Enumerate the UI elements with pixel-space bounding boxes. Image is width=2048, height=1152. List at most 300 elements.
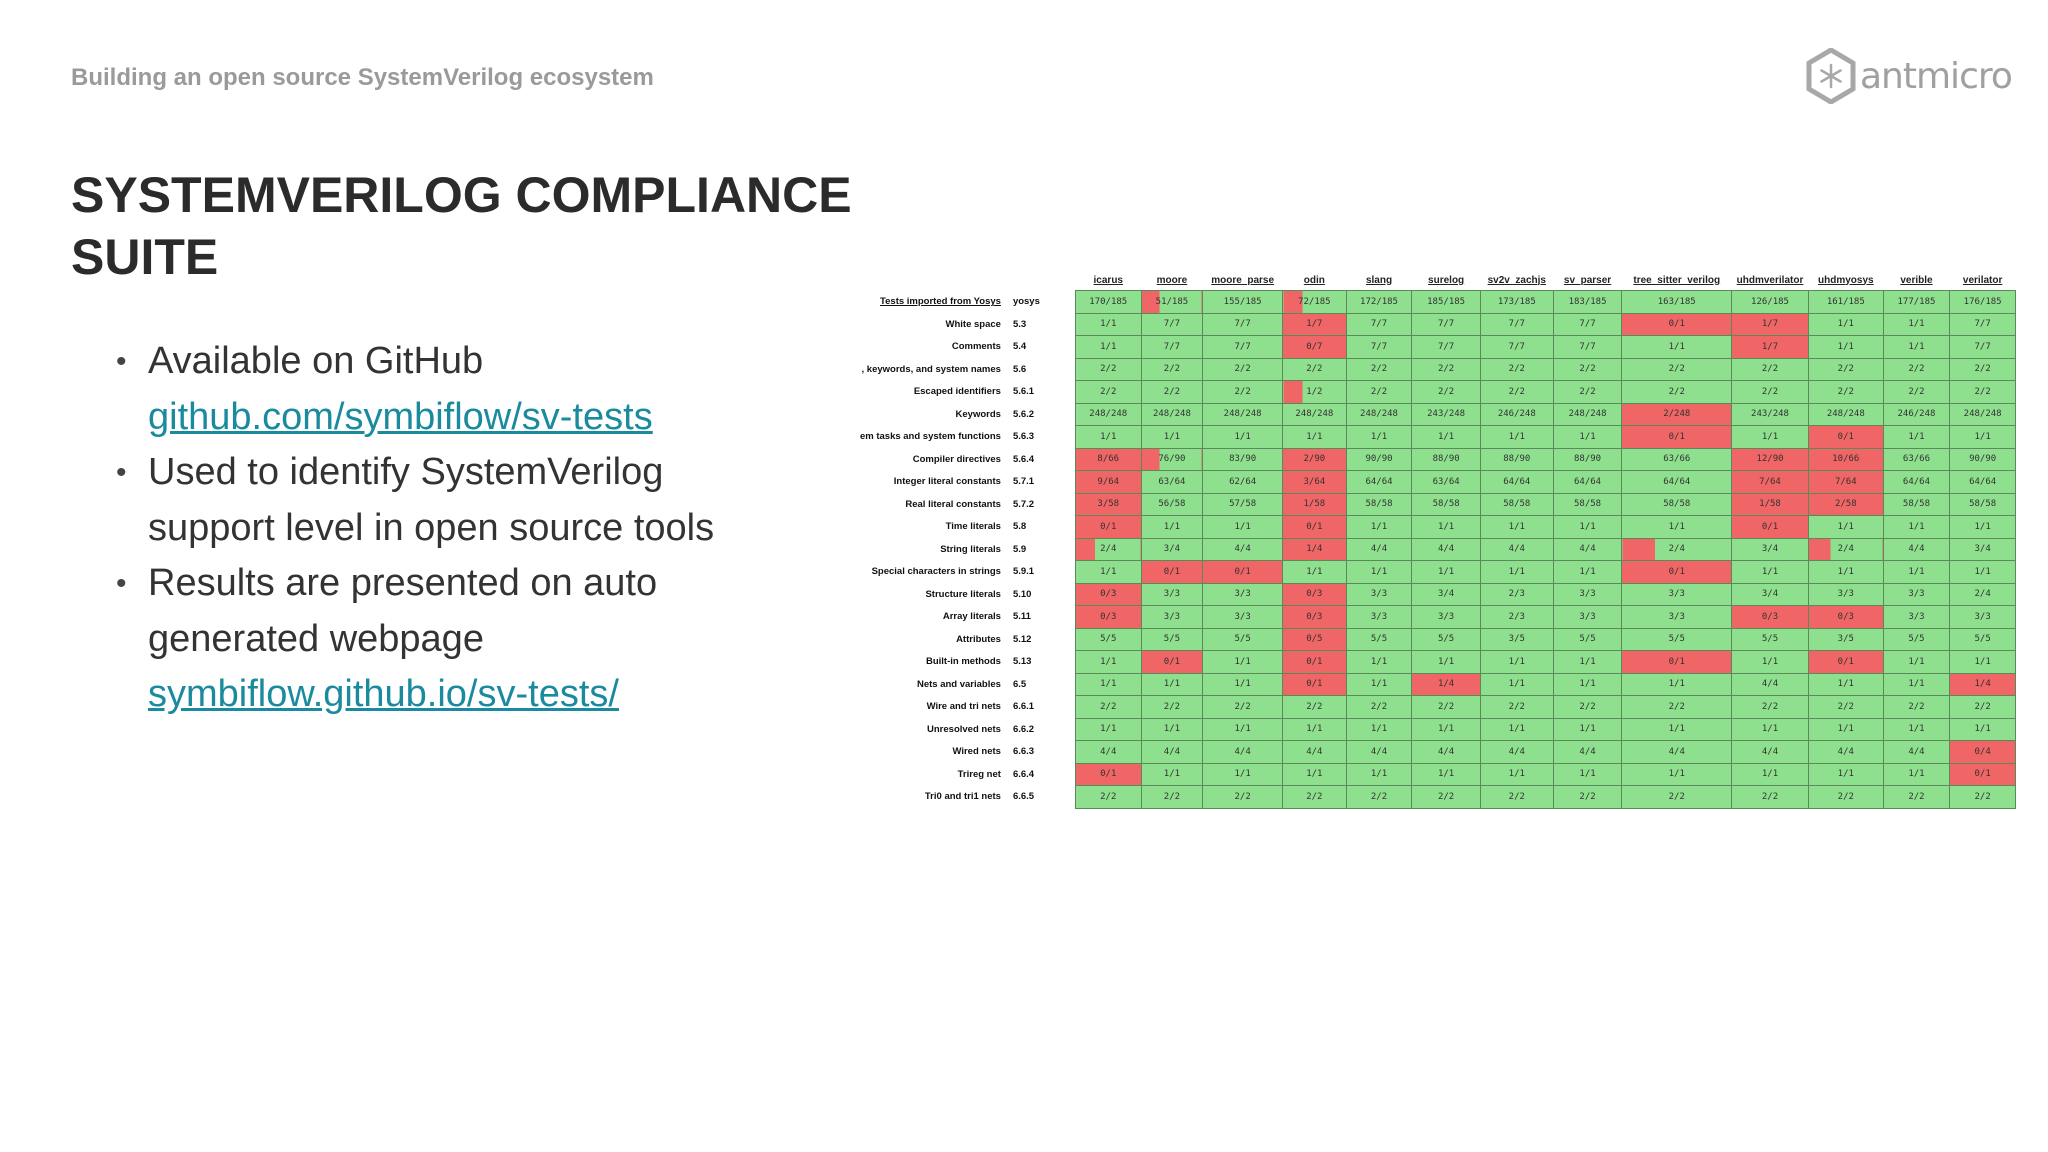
result-cell[interactable]: 2/2 <box>1283 696 1347 719</box>
result-cell[interactable]: 4/4 <box>1346 741 1412 764</box>
result-cell[interactable]: 5/5 <box>1141 628 1203 651</box>
result-cell[interactable]: 2/2 <box>1480 786 1553 809</box>
result-cell[interactable]: 248/248 <box>1553 403 1622 426</box>
result-cell[interactable]: 2/2 <box>1141 358 1203 381</box>
result-cell[interactable]: 88/90 <box>1480 448 1553 471</box>
result-cell[interactable]: 2/2 <box>1950 696 2016 719</box>
result-cell[interactable]: 2/58 <box>1808 493 1883 516</box>
result-cell[interactable]: 1/1 <box>1480 763 1553 786</box>
result-cell[interactable]: 1/1 <box>1075 426 1141 449</box>
result-cell[interactable]: 1/1 <box>1622 516 1732 539</box>
result-cell[interactable]: 248/248 <box>1283 403 1347 426</box>
result-cell[interactable]: 1/1 <box>1203 516 1283 539</box>
result-cell[interactable]: 4/4 <box>1203 538 1283 561</box>
result-cell[interactable]: 0/1 <box>1732 516 1809 539</box>
result-cell[interactable]: 1/1 <box>1808 313 1883 336</box>
result-cell[interactable]: 51/185 <box>1141 291 1203 314</box>
result-cell[interactable]: 2/2 <box>1075 358 1141 381</box>
result-cell[interactable]: 3/3 <box>1553 583 1622 606</box>
result-cell[interactable]: 2/4 <box>1950 583 2016 606</box>
result-cell[interactable]: 3/3 <box>1622 606 1732 629</box>
result-cell[interactable]: 2/2 <box>1808 358 1883 381</box>
result-cell[interactable]: 1/1 <box>1883 763 1950 786</box>
result-cell[interactable]: 7/64 <box>1808 471 1883 494</box>
result-cell[interactable]: 1/1 <box>1075 718 1141 741</box>
result-cell[interactable]: 2/2 <box>1203 786 1283 809</box>
result-cell[interactable]: 63/66 <box>1622 448 1732 471</box>
result-cell[interactable]: 1/1 <box>1883 426 1950 449</box>
result-cell[interactable]: 1/1 <box>1553 561 1622 584</box>
result-cell[interactable]: 1/1 <box>1883 336 1950 359</box>
result-cell[interactable]: 2/2 <box>1412 696 1481 719</box>
result-cell[interactable]: 2/2 <box>1808 786 1883 809</box>
result-cell[interactable]: 72/185 <box>1283 291 1347 314</box>
result-cell[interactable]: 7/7 <box>1203 336 1283 359</box>
result-cell[interactable]: 1/1 <box>1283 763 1347 786</box>
result-cell[interactable]: 4/4 <box>1346 538 1412 561</box>
result-cell[interactable]: 3/4 <box>1732 538 1809 561</box>
result-cell[interactable]: 4/4 <box>1141 741 1203 764</box>
result-cell[interactable]: 3/3 <box>1622 583 1732 606</box>
result-cell[interactable]: 185/185 <box>1412 291 1481 314</box>
result-cell[interactable]: 1/1 <box>1808 561 1883 584</box>
result-cell[interactable]: 0/1 <box>1283 673 1347 696</box>
result-cell[interactable]: 2/2 <box>1808 696 1883 719</box>
result-cell[interactable]: 163/185 <box>1622 291 1732 314</box>
result-cell[interactable]: 155/185 <box>1203 291 1283 314</box>
result-cell[interactable]: 7/7 <box>1141 313 1203 336</box>
result-cell[interactable]: 2/248 <box>1622 403 1732 426</box>
result-cell[interactable]: 0/1 <box>1622 651 1732 674</box>
result-cell[interactable]: 3/3 <box>1808 583 1883 606</box>
result-cell[interactable]: 2/2 <box>1480 696 1553 719</box>
result-cell[interactable]: 3/3 <box>1883 583 1950 606</box>
result-cell[interactable]: 4/4 <box>1480 538 1553 561</box>
result-cell[interactable]: 3/3 <box>1950 606 2016 629</box>
column-header-uhdmyosys[interactable]: uhdmyosys <box>1818 274 1874 286</box>
result-cell[interactable]: 2/2 <box>1480 381 1553 404</box>
result-cell[interactable]: 58/58 <box>1412 493 1481 516</box>
result-cell[interactable]: 1/1 <box>1553 718 1622 741</box>
column-header-surelog[interactable]: surelog <box>1428 274 1465 286</box>
result-cell[interactable]: 1/1 <box>1553 763 1622 786</box>
result-cell[interactable]: 2/2 <box>1075 381 1141 404</box>
result-cell[interactable]: 1/4 <box>1412 673 1481 696</box>
result-cell[interactable]: 0/3 <box>1075 583 1141 606</box>
result-cell[interactable]: 62/64 <box>1203 471 1283 494</box>
result-cell[interactable]: 1/4 <box>1283 538 1347 561</box>
result-cell[interactable]: 0/1 <box>1141 651 1203 674</box>
result-cell[interactable]: 7/7 <box>1553 313 1622 336</box>
result-cell[interactable]: 0/3 <box>1283 583 1347 606</box>
result-cell[interactable]: 9/64 <box>1075 471 1141 494</box>
result-cell[interactable]: 1/1 <box>1480 516 1553 539</box>
result-cell[interactable]: 0/1 <box>1622 561 1732 584</box>
result-cell[interactable]: 12/90 <box>1732 448 1809 471</box>
result-cell[interactable]: 2/2 <box>1346 696 1412 719</box>
result-cell[interactable]: 2/4 <box>1808 538 1883 561</box>
result-cell[interactable]: 7/7 <box>1412 336 1481 359</box>
result-cell[interactable]: 1/1 <box>1075 313 1141 336</box>
result-cell[interactable]: 90/90 <box>1346 448 1412 471</box>
result-cell[interactable]: 5/5 <box>1950 628 2016 651</box>
result-cell[interactable]: 2/2 <box>1346 381 1412 404</box>
result-cell[interactable]: 3/3 <box>1203 583 1283 606</box>
result-cell[interactable]: 7/7 <box>1346 336 1412 359</box>
result-cell[interactable]: 64/64 <box>1883 471 1950 494</box>
result-cell[interactable]: 1/1 <box>1950 718 2016 741</box>
result-cell[interactable]: 1/1 <box>1141 426 1203 449</box>
result-cell[interactable]: 1/1 <box>1412 718 1481 741</box>
result-cell[interactable]: 5/5 <box>1346 628 1412 651</box>
row-name[interactable]: Tests imported from Yosys <box>880 296 1001 308</box>
result-cell[interactable]: 248/248 <box>1141 403 1203 426</box>
result-cell[interactable]: 2/2 <box>1141 786 1203 809</box>
result-cell[interactable]: 2/2 <box>1883 786 1950 809</box>
result-cell[interactable]: 4/4 <box>1203 741 1283 764</box>
result-cell[interactable]: 2/2 <box>1203 381 1283 404</box>
result-cell[interactable]: 3/3 <box>1346 583 1412 606</box>
result-cell[interactable]: 183/185 <box>1553 291 1622 314</box>
result-cell[interactable]: 173/185 <box>1480 291 1553 314</box>
result-cell[interactable]: 5/5 <box>1622 628 1732 651</box>
result-cell[interactable]: 1/7 <box>1732 336 1809 359</box>
result-cell[interactable]: 2/2 <box>1346 358 1412 381</box>
result-cell[interactable]: 3/3 <box>1203 606 1283 629</box>
result-cell[interactable]: 7/7 <box>1480 313 1553 336</box>
result-cell[interactable]: 1/1 <box>1412 426 1481 449</box>
result-cell[interactable]: 126/185 <box>1732 291 1809 314</box>
column-header-slang[interactable]: slang <box>1365 274 1393 286</box>
result-cell[interactable]: 4/4 <box>1412 538 1481 561</box>
result-cell[interactable]: 58/58 <box>1346 493 1412 516</box>
result-cell[interactable]: 7/7 <box>1346 313 1412 336</box>
result-cell[interactable]: 7/7 <box>1203 313 1283 336</box>
result-cell[interactable]: 2/2 <box>1883 358 1950 381</box>
result-cell[interactable]: 2/3 <box>1480 606 1553 629</box>
result-cell[interactable]: 3/3 <box>1412 606 1481 629</box>
result-cell[interactable]: 1/1 <box>1883 673 1950 696</box>
result-cell[interactable]: 1/1 <box>1808 336 1883 359</box>
column-header-sv_parser[interactable]: sv_parser <box>1563 274 1612 286</box>
result-cell[interactable]: 1/1 <box>1808 718 1883 741</box>
result-cell[interactable]: 0/3 <box>1732 606 1809 629</box>
result-cell[interactable]: 2/2 <box>1283 358 1347 381</box>
result-cell[interactable]: 4/4 <box>1808 741 1883 764</box>
result-cell[interactable]: 248/248 <box>1808 403 1883 426</box>
result-cell[interactable]: 1/1 <box>1203 763 1283 786</box>
result-cell[interactable]: 0/1 <box>1075 763 1141 786</box>
result-cell[interactable]: 3/64 <box>1283 471 1347 494</box>
result-cell[interactable]: 7/7 <box>1141 336 1203 359</box>
result-cell[interactable]: 1/4 <box>1950 673 2016 696</box>
result-cell[interactable]: 3/3 <box>1141 606 1203 629</box>
result-cell[interactable]: 2/2 <box>1141 381 1203 404</box>
result-cell[interactable]: 2/2 <box>1480 358 1553 381</box>
result-cell[interactable]: 5/5 <box>1412 628 1481 651</box>
result-cell[interactable]: 1/1 <box>1346 763 1412 786</box>
result-cell[interactable]: 1/1 <box>1203 718 1283 741</box>
result-cell[interactable]: 4/4 <box>1883 741 1950 764</box>
result-cell[interactable]: 4/4 <box>1412 741 1481 764</box>
result-cell[interactable]: 246/248 <box>1480 403 1553 426</box>
result-cell[interactable]: 1/1 <box>1950 561 2016 584</box>
result-cell[interactable]: 1/1 <box>1203 651 1283 674</box>
result-cell[interactable]: 1/1 <box>1141 516 1203 539</box>
result-cell[interactable]: 7/7 <box>1412 313 1481 336</box>
result-cell[interactable]: 1/58 <box>1732 493 1809 516</box>
result-cell[interactable]: 1/1 <box>1732 651 1809 674</box>
result-cell[interactable]: 1/1 <box>1808 763 1883 786</box>
result-cell[interactable]: 3/3 <box>1346 606 1412 629</box>
result-cell[interactable]: 1/1 <box>1346 673 1412 696</box>
result-cell[interactable]: 1/2 <box>1283 381 1347 404</box>
result-cell[interactable]: 1/1 <box>1883 516 1950 539</box>
result-cell[interactable]: 1/7 <box>1283 313 1347 336</box>
result-cell[interactable]: 2/2 <box>1622 358 1732 381</box>
result-cell[interactable]: 3/3 <box>1141 583 1203 606</box>
result-cell[interactable]: 7/64 <box>1732 471 1809 494</box>
result-cell[interactable]: 1/1 <box>1346 561 1412 584</box>
result-cell[interactable]: 1/1 <box>1075 336 1141 359</box>
result-cell[interactable]: 3/4 <box>1141 538 1203 561</box>
result-cell[interactable]: 4/4 <box>1553 741 1622 764</box>
result-cell[interactable]: 1/1 <box>1732 426 1809 449</box>
result-cell[interactable]: 7/7 <box>1553 336 1622 359</box>
result-cell[interactable]: 0/1 <box>1622 313 1732 336</box>
result-cell[interactable]: 2/2 <box>1412 786 1481 809</box>
column-header-sv2v_zachjs[interactable]: sv2v_zachjs <box>1487 274 1546 286</box>
result-cell[interactable]: 1/58 <box>1283 493 1347 516</box>
result-cell[interactable]: 2/4 <box>1075 538 1141 561</box>
result-cell[interactable]: 1/1 <box>1622 763 1732 786</box>
result-cell[interactable]: 2/4 <box>1622 538 1732 561</box>
result-cell[interactable]: 1/1 <box>1883 313 1950 336</box>
result-cell[interactable]: 0/3 <box>1808 606 1883 629</box>
result-cell[interactable]: 1/1 <box>1950 426 2016 449</box>
result-cell[interactable]: 76/90 <box>1141 448 1203 471</box>
result-cell[interactable]: 4/4 <box>1732 741 1809 764</box>
result-cell[interactable]: 1/1 <box>1075 673 1141 696</box>
result-cell[interactable]: 1/1 <box>1075 561 1141 584</box>
result-cell[interactable]: 1/1 <box>1480 718 1553 741</box>
result-cell[interactable]: 2/2 <box>1203 696 1283 719</box>
result-cell[interactable]: 5/5 <box>1075 628 1141 651</box>
result-cell[interactable]: 3/58 <box>1075 493 1141 516</box>
result-cell[interactable]: 2/2 <box>1203 358 1283 381</box>
result-cell[interactable]: 1/1 <box>1346 516 1412 539</box>
result-cell[interactable]: 0/1 <box>1075 516 1141 539</box>
result-cell[interactable]: 1/1 <box>1553 426 1622 449</box>
column-header-icarus[interactable]: icarus <box>1093 274 1123 286</box>
column-header-moore_parse[interactable]: moore_parse <box>1211 274 1275 286</box>
result-cell[interactable]: 63/64 <box>1412 471 1481 494</box>
result-cell[interactable]: 0/4 <box>1950 741 2016 764</box>
result-cell[interactable]: 243/248 <box>1412 403 1481 426</box>
result-cell[interactable]: 2/2 <box>1950 786 2016 809</box>
result-cell[interactable]: 8/66 <box>1075 448 1141 471</box>
result-cell[interactable]: 2/90 <box>1283 448 1347 471</box>
result-cell[interactable]: 248/248 <box>1203 403 1283 426</box>
result-cell[interactable]: 1/1 <box>1346 426 1412 449</box>
result-cell[interactable]: 0/1 <box>1283 516 1347 539</box>
column-header-verilator[interactable]: verilator <box>1962 274 2003 286</box>
result-cell[interactable]: 0/1 <box>1203 561 1283 584</box>
result-cell[interactable]: 5/5 <box>1553 628 1622 651</box>
result-cell[interactable]: 3/4 <box>1950 538 2016 561</box>
result-cell[interactable]: 1/1 <box>1732 561 1809 584</box>
result-cell[interactable]: 4/4 <box>1553 538 1622 561</box>
result-cell[interactable]: 0/1 <box>1808 426 1883 449</box>
result-cell[interactable]: 1/1 <box>1883 718 1950 741</box>
result-cell[interactable]: 2/2 <box>1883 381 1950 404</box>
result-cell[interactable]: 88/90 <box>1553 448 1622 471</box>
result-cell[interactable]: 243/248 <box>1732 403 1809 426</box>
result-cell[interactable]: 2/2 <box>1732 358 1809 381</box>
result-cell[interactable]: 161/185 <box>1808 291 1883 314</box>
result-cell[interactable]: 7/7 <box>1480 336 1553 359</box>
result-cell[interactable]: 0/3 <box>1075 606 1141 629</box>
result-cell[interactable]: 58/58 <box>1950 493 2016 516</box>
result-cell[interactable]: 176/185 <box>1950 291 2016 314</box>
result-cell[interactable]: 1/1 <box>1808 516 1883 539</box>
result-cell[interactable]: 246/248 <box>1883 403 1950 426</box>
result-cell[interactable]: 2/2 <box>1732 381 1809 404</box>
result-cell[interactable]: 58/58 <box>1553 493 1622 516</box>
result-cell[interactable]: 1/7 <box>1732 313 1809 336</box>
result-cell[interactable]: 3/4 <box>1412 583 1481 606</box>
result-cell[interactable]: 5/5 <box>1203 628 1283 651</box>
result-cell[interactable]: 0/1 <box>1950 763 2016 786</box>
result-cell[interactable]: 1/1 <box>1808 673 1883 696</box>
result-cell[interactable]: 4/4 <box>1732 673 1809 696</box>
result-cell[interactable]: 2/3 <box>1480 583 1553 606</box>
webpage-link[interactable]: symbiflow.github.io/sv-tests/ <box>148 673 619 715</box>
result-cell[interactable]: 0/7 <box>1283 336 1347 359</box>
result-cell[interactable]: 1/1 <box>1950 516 2016 539</box>
result-cell[interactable]: 1/1 <box>1553 516 1622 539</box>
result-cell[interactable]: 172/185 <box>1346 291 1412 314</box>
result-cell[interactable]: 2/2 <box>1622 696 1732 719</box>
result-cell[interactable]: 64/64 <box>1950 471 2016 494</box>
column-header-tree_sitter_verilog[interactable]: tree_sitter_verilog <box>1633 274 1721 286</box>
result-cell[interactable]: 1/1 <box>1622 673 1732 696</box>
result-cell[interactable]: 1/1 <box>1412 561 1481 584</box>
result-cell[interactable]: 4/4 <box>1283 741 1347 764</box>
result-cell[interactable]: 2/2 <box>1950 381 2016 404</box>
result-cell[interactable]: 3/3 <box>1883 606 1950 629</box>
result-cell[interactable]: 2/2 <box>1553 786 1622 809</box>
result-cell[interactable]: 4/4 <box>1075 741 1141 764</box>
result-cell[interactable]: 2/2 <box>1346 786 1412 809</box>
result-cell[interactable]: 10/66 <box>1808 448 1883 471</box>
result-cell[interactable]: 5/5 <box>1883 628 1950 651</box>
result-cell[interactable]: 5/5 <box>1732 628 1809 651</box>
result-cell[interactable]: 58/58 <box>1622 493 1732 516</box>
result-cell[interactable]: 248/248 <box>1075 403 1141 426</box>
result-cell[interactable]: 4/4 <box>1622 741 1732 764</box>
result-cell[interactable]: 7/7 <box>1950 313 2016 336</box>
result-cell[interactable]: 0/1 <box>1141 561 1203 584</box>
column-header-moore[interactable]: moore <box>1156 274 1188 286</box>
result-cell[interactable]: 58/58 <box>1480 493 1553 516</box>
result-cell[interactable]: 1/1 <box>1480 651 1553 674</box>
result-cell[interactable]: 1/1 <box>1883 561 1950 584</box>
result-cell[interactable]: 64/64 <box>1346 471 1412 494</box>
result-cell[interactable]: 1/1 <box>1412 651 1481 674</box>
result-cell[interactable]: 2/2 <box>1883 696 1950 719</box>
result-cell[interactable]: 2/2 <box>1553 358 1622 381</box>
result-cell[interactable]: 1/1 <box>1141 673 1203 696</box>
result-cell[interactable]: 1/1 <box>1412 763 1481 786</box>
result-cell[interactable]: 2/2 <box>1553 381 1622 404</box>
result-cell[interactable]: 4/4 <box>1883 538 1950 561</box>
result-cell[interactable]: 1/1 <box>1553 651 1622 674</box>
result-cell[interactable]: 1/1 <box>1283 718 1347 741</box>
result-cell[interactable]: 57/58 <box>1203 493 1283 516</box>
result-cell[interactable]: 1/1 <box>1480 561 1553 584</box>
result-cell[interactable]: 1/1 <box>1622 336 1732 359</box>
result-cell[interactable]: 1/1 <box>1480 673 1553 696</box>
column-header-uhdmverilator[interactable]: uhdmverilator <box>1736 274 1804 286</box>
result-cell[interactable]: 58/58 <box>1883 493 1950 516</box>
result-cell[interactable]: 88/90 <box>1412 448 1481 471</box>
result-cell[interactable]: 1/1 <box>1883 651 1950 674</box>
result-cell[interactable]: 3/5 <box>1480 628 1553 651</box>
result-cell[interactable]: 0/3 <box>1283 606 1347 629</box>
result-cell[interactable]: 63/64 <box>1141 471 1203 494</box>
result-cell[interactable]: 64/64 <box>1480 471 1553 494</box>
result-cell[interactable]: 2/2 <box>1141 696 1203 719</box>
column-header-verible[interactable]: verible <box>1900 274 1933 286</box>
result-cell[interactable]: 3/3 <box>1553 606 1622 629</box>
result-cell[interactable]: 1/1 <box>1412 516 1481 539</box>
result-cell[interactable]: 0/1 <box>1808 651 1883 674</box>
result-cell[interactable]: 2/2 <box>1622 786 1732 809</box>
result-cell[interactable]: 3/5 <box>1808 628 1883 651</box>
result-cell[interactable]: 64/64 <box>1553 471 1622 494</box>
result-cell[interactable]: 177/185 <box>1883 291 1950 314</box>
result-cell[interactable]: 0/1 <box>1622 426 1732 449</box>
result-cell[interactable]: 2/2 <box>1732 786 1809 809</box>
result-cell[interactable]: 2/2 <box>1553 696 1622 719</box>
result-cell[interactable]: 0/1 <box>1283 651 1347 674</box>
result-cell[interactable]: 83/90 <box>1203 448 1283 471</box>
result-cell[interactable]: 1/1 <box>1346 651 1412 674</box>
result-cell[interactable]: 3/4 <box>1732 583 1809 606</box>
result-cell[interactable]: 1/1 <box>1283 426 1347 449</box>
result-cell[interactable]: 2/2 <box>1808 381 1883 404</box>
result-cell[interactable]: 2/2 <box>1075 786 1141 809</box>
column-header-odin[interactable]: odin <box>1303 274 1325 286</box>
github-link[interactable]: github.com/symbiflow/sv-tests <box>148 395 653 438</box>
result-cell[interactable]: 248/248 <box>1950 403 2016 426</box>
result-cell[interactable]: 2/2 <box>1283 786 1347 809</box>
result-cell[interactable]: 1/1 <box>1075 651 1141 674</box>
result-cell[interactable]: 1/1 <box>1732 763 1809 786</box>
result-cell[interactable]: 1/1 <box>1141 763 1203 786</box>
result-cell[interactable]: 7/7 <box>1950 336 2016 359</box>
result-cell[interactable]: 56/58 <box>1141 493 1203 516</box>
result-cell[interactable]: 64/64 <box>1622 471 1732 494</box>
result-cell[interactable]: 1/1 <box>1283 561 1347 584</box>
result-cell[interactable]: 1/1 <box>1732 718 1809 741</box>
result-cell[interactable]: 90/90 <box>1950 448 2016 471</box>
result-cell[interactable]: 1/1 <box>1950 651 2016 674</box>
result-cell[interactable]: 4/4 <box>1480 741 1553 764</box>
result-cell[interactable]: 170/185 <box>1075 291 1141 314</box>
result-cell[interactable]: 1/1 <box>1203 426 1283 449</box>
